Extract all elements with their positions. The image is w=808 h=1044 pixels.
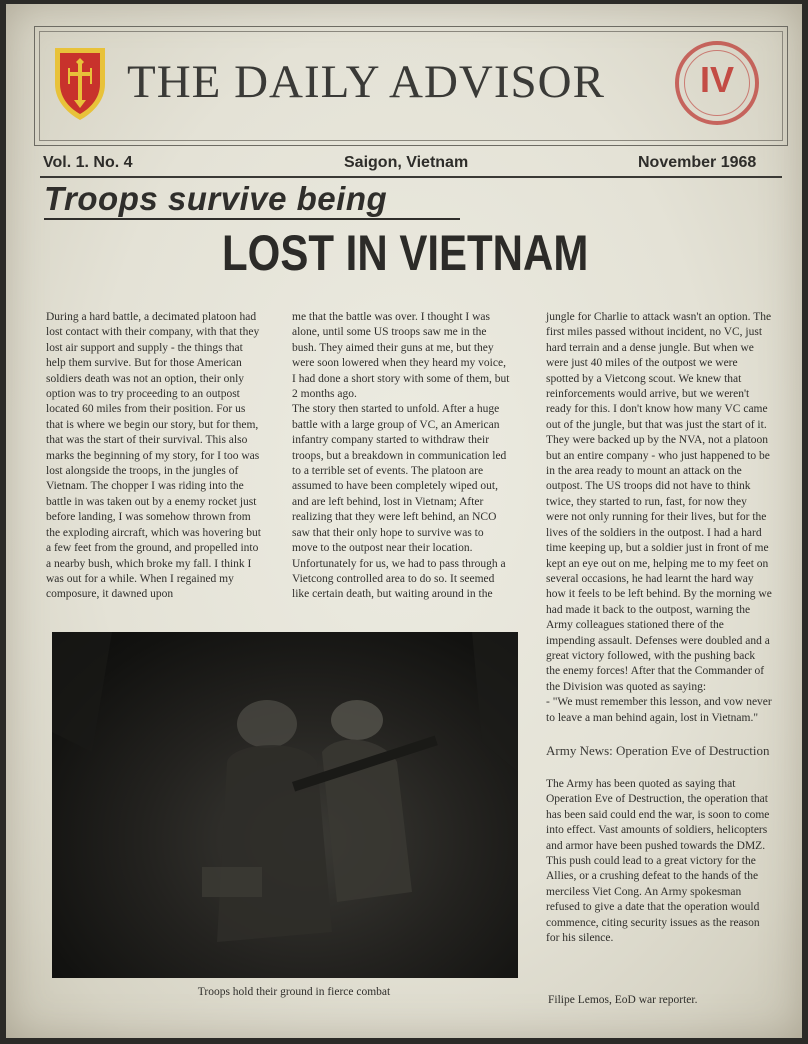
- article-column-2: [292, 310, 510, 603]
- newspaper-page: [6, 4, 802, 1038]
- photo-caption: Troops hold their ground in fierce combat: [197, 986, 391, 998]
- dateline: [40, 154, 780, 176]
- article-column-3: [546, 310, 772, 946]
- dateline-place: Saigon, Vietnam: [344, 154, 469, 171]
- main-headline: LOST IN VIETNAM: [222, 225, 589, 281]
- headline-kicker: Troops survive being: [44, 180, 388, 217]
- byline: Filipe Lemos, EoD war reporter.: [548, 994, 698, 1006]
- issue-stamp-text: IV: [699, 59, 734, 100]
- kicker-underline: [44, 218, 460, 220]
- sidebar-story-heading: Army News: Operation Eve of Destruction: [546, 742, 770, 758]
- article-column-1: [46, 310, 264, 603]
- soldiers-silhouette: [52, 632, 518, 978]
- article-text: The story then started to unfold. After a huge battle with a large group of VC, an American infantry company started to withdraw their troops, but a breakdown in communication led to a terrible set of events. The platoon are assumed to have been completely wiped out, and are left behind, lost in Vietnam; After realizing that they were left behind, an NCO saw that their only hope to survive was to move to the outpost near their location. Unfortunately for us, we had to pass through a Vietcong controlled area to do so. It seemed like certain death, but waiting around in the: [292, 403, 507, 601]
- masthead: [34, 26, 788, 146]
- army-shield-icon: [51, 44, 109, 122]
- article-text: jungle for Charlie to attack wasn't an option. The first miles passed without incident, no VC, just hard terrain and a dense jungle. But when we were just 40 miles of the outpost we were spotted by a Vietcong scout. We knew that reinforcements would arrive, but we weren't ready for this. I don't know how many VC came out of the jungle, but that was just the start of it. They were backed up by the NVA, not a platoon but an entire company - who just happened to be in the area ready to mount an attack on the outpost. The US troops did not have to think twice, they started to run, fast, for now they were not only running for their lives, but for the lives of the soldiers in the outpost. I had a hard time keeping up, but a soldier just in front of me kept an eye out on me, helping me to my feet on several occasions, he had learnt the hard way how it feels to be left behind. By the morning we had made it back to the outpost, warning the Army colleagues stationed there of the impending assault. Defenses were doubled and a great victory followed, with the pushing back the enemy forces! After that the Commander of the Division was quoted as saying:: [546, 311, 772, 693]
- quote-text: - "We must remember this lesson, and vow never to leave a man behind again, lost in Vietnam.": [546, 696, 772, 724]
- issue-date: November 1968: [638, 154, 757, 171]
- article-text: During a hard battle, a decimated platoon had lost contact with their company, with that they lost air support and supply - the things that help them survive. But for those American soldiers death was not an option, their only option was to try proceeding to an outpost located 60 miles from their position. For us that is where we begin our story, but for them, that was the start of their survival. This also marks the beginning of my story, for I too was lost alongside the troops, in the jungles of Vietnam. The chopper I was riding into the battle in was taken out by a enemy rocket just before landing, I was somehow thrown from the exploding aircraft, which was hovering but a few feet from the ground, and propelled into a nearby bush, which broke my fall. I think I was out for a while. When I regained my composure, it dawned upon: [46, 311, 261, 601]
- volume-number: Vol. 1. No. 4: [43, 154, 133, 171]
- newspaper-title: THE DAILY ADVISOR: [127, 56, 605, 108]
- article-text: me that the battle was over. I thought I was alone, until some US troops saw me in the bush. They aimed their guns at me, but they were soon lowered when they heard my voice, I had done a short story with some of them, but 2 months ago.: [292, 311, 510, 401]
- combat-photo: [52, 632, 518, 978]
- dateline-rule: [40, 176, 782, 178]
- issue-stamp: [675, 41, 759, 125]
- sidebar-story-body: The Army has been quoted as saying that Operation Eve of Destruction, the operation that has been said could end the war, is soon to come into effect. Vast amounts of soldiers, helicopters and armor have been pushed towards the DMZ. This push could lead to a great victory for the Allies, or a crushing defeat to the hands of the merciless Viet Cong. An Army spokesman refused to give a date that the operation would commence, citing security issues as the reason for his silence.: [546, 777, 770, 945]
